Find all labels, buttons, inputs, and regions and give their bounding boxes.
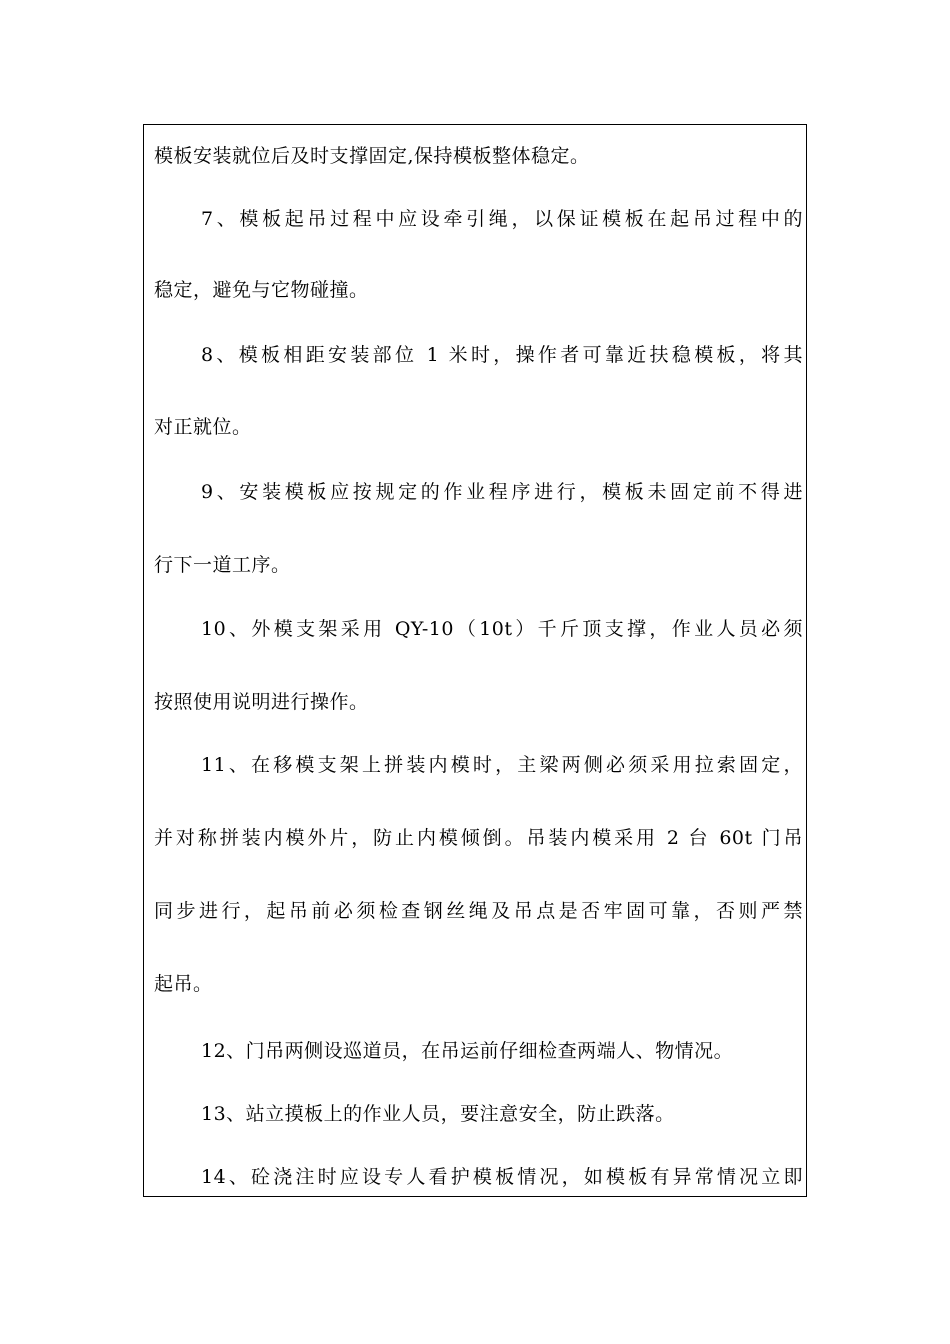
text-line: 按照使用说明进行操作。 [154, 691, 369, 713]
text-line: 起吊。 [154, 973, 213, 995]
text-line: 9、安装模板应按规定的作业程序进行，模板未固定前不得进 [201, 481, 803, 503]
text-line: 14、砼浇注时应设专人看护模板情况，如模板有异常情况立即 [201, 1166, 803, 1188]
text-line: 11、在移模支架上拼装内模时，主梁两侧必须采用拉索固定， [201, 754, 803, 776]
text-line: 模板安装就位后及时支撑固定,保持模板整体稳定。 [154, 145, 590, 167]
text-line: 对正就位。 [154, 416, 252, 438]
text-line: 8、模板相距安装部位 1 米时，操作者可靠近扶稳模板，将其 [201, 344, 803, 366]
text-line: 13、站立摸板上的作业人员，要注意安全，防止跌落。 [201, 1103, 675, 1125]
content-frame [143, 124, 807, 1197]
text-line: 稳定，避免与它物碰撞。 [154, 279, 369, 301]
text-line: 同步进行，起吊前必须检查钢丝绳及吊点是否牢固可靠，否则严禁 [154, 900, 803, 922]
text-line: 行下一道工序。 [154, 554, 291, 576]
text-line: 12、门吊两侧设巡道员，在吊运前仔细检查两端人、物情况。 [201, 1040, 734, 1062]
text-line: 并对称拼装内模外片，防止内模倾倒。吊装内模采用 2 台 60t 门吊 [154, 827, 803, 849]
text-line: 10、外模支架采用 QY-10（10t）千斤顶支撑，作业人员必须 [201, 618, 803, 640]
text-line: 7、模板起吊过程中应设牵引绳，以保证模板在起吊过程中的 [201, 208, 803, 230]
